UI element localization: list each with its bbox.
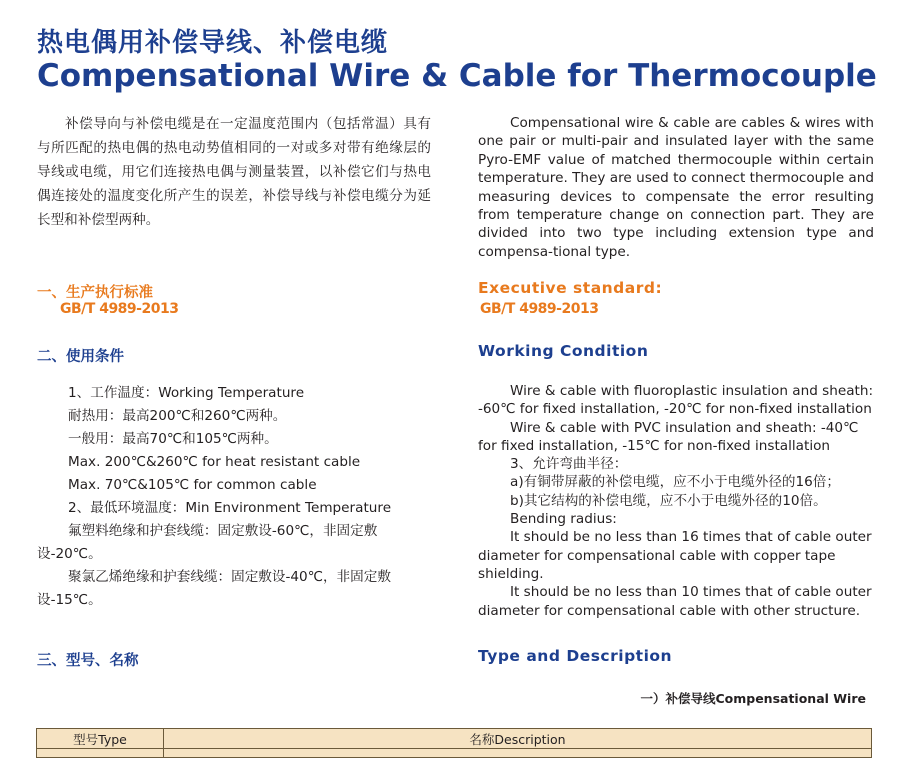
wc-left-line: 2、最低环境温度：Min Environment Temperature	[68, 500, 392, 516]
type-description-table	[36, 728, 872, 758]
wc-left-line: 聚氯乙烯绝缘和护套线缆：固定敷设-40℃，非固定敷	[68, 569, 391, 585]
wc-right-line: -60℃ for fixed installation, -20℃ for non-fixed installation	[478, 401, 872, 418]
wc-left-line: 耐热用：最高200℃和260℃两种。	[68, 408, 287, 424]
working-condition-cn-block	[37, 382, 431, 612]
wc-left-line: 设-15℃。	[37, 592, 102, 608]
wc-right-line: shielding.	[478, 565, 544, 582]
table-header-description: 名称Description	[469, 732, 566, 747]
wc-left-line: 一般用：最高70℃和105℃两种。	[68, 431, 278, 447]
table-header-type: 型号Type	[73, 732, 127, 747]
wc-right-line: diameter for compensational cable with copper tape	[478, 547, 836, 564]
wc-right-line: Bending radius:	[510, 511, 617, 528]
working-condition-en-block	[478, 382, 874, 620]
intro-en-paragraph	[478, 114, 874, 261]
page-title-cn: 热电偶用补偿导线、补偿电缆	[37, 28, 389, 58]
wc-left-line: 1、工作温度：Working Temperature	[68, 385, 305, 401]
compensational-wire-subheading: 一）补偿导线Compensational Wire	[640, 691, 866, 706]
wc-right-line: It should be no less than 10 times that of cable outer	[510, 584, 872, 601]
working-condition-heading-en: Working Condition	[478, 342, 649, 360]
page-title-en: Compensational Wire & Cable for Thermocouple	[37, 58, 877, 94]
type-desc-heading-en: Type and Description	[478, 647, 673, 665]
wc-left-line: 氟塑料绝缘和护套线缆：固定敷设-60℃，非固定敷	[68, 523, 378, 539]
standard-value-cn: GB/T 4989-2013	[60, 301, 179, 317]
wc-left-line: Max. 200℃&260℃ for heat resistant cable	[68, 454, 361, 470]
type-desc-heading-cn: 三、型号、名称	[37, 653, 139, 669]
wc-right-line: Wire & cable with PVC insulation and sheath: -40℃	[510, 419, 859, 436]
wc-right-line: diameter for compensational cable with other structure.	[478, 602, 861, 619]
wc-right-line: b)其它结构的补偿电缆，应不小于电缆外径的10倍。	[510, 492, 827, 509]
intro-cn-paragraph: 补偿导向与补偿电缆是在一定温度范围内（包括常温）具有与所匹配的热电偶的热电动势值相同的一对或多对带有绝缘层的导线或电缆，用它们连接热电偶与测量装置，以补偿它们与热电偶连接处的温度变化所产生的误差，补偿导线与补偿电缆分为延长型和补偿型两种。	[37, 116, 431, 228]
intro-en-text: Compensational wire & cable are cables & wires with one pair or multi-pair and insulated layer with the same Pyro-EMF value of matched thermocouple within certain temperature. They are used to connect thermocouple and measuring devices to compensate the error resulting from temperature change on connection part. They are divided into two type including extension type and compensa-tional type.	[478, 115, 874, 260]
wc-right-line: a)有铜带屏蔽的补偿电缆，应不小于电缆外径的16倍；	[510, 474, 840, 491]
standard-value-en: GB/T 4989-2013	[480, 301, 599, 317]
standard-heading-en: Executive standard:	[478, 279, 663, 297]
working-condition-heading-cn: 二、使用条件	[37, 349, 124, 365]
standard-heading-cn: 一、生产执行标准	[37, 285, 153, 301]
wc-right-line: It should be no less than 16 times that of cable outer	[510, 529, 872, 546]
wc-left-line: Max. 70℃&105℃ for common cable	[68, 477, 317, 493]
wc-left-line: 设-20℃。	[37, 546, 102, 562]
wc-right-line: Wire & cable with fluoroplastic insulation and sheath:	[510, 383, 874, 399]
wc-right-line: for fixed installation, -15℃ for non-fixed installation	[478, 437, 831, 454]
wc-right-line: 3、允许弯曲半径：	[510, 456, 628, 473]
